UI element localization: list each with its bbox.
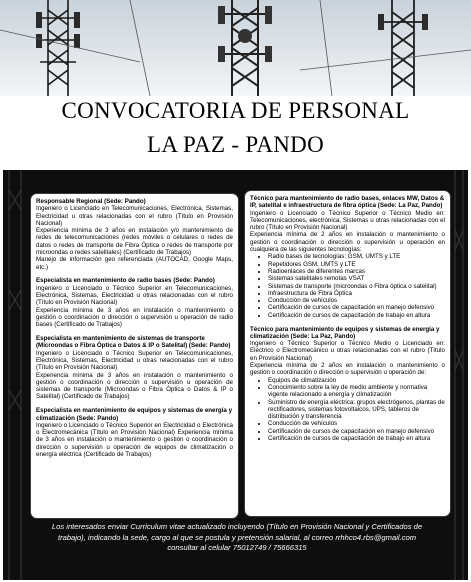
instructions-line-2 bbox=[17, 533, 457, 544]
position-requirements: Ingeniero o Técnico Superior o Técnico Medio o Licenciado en: Eléctrico o Electromecánico u otras relacionadas con el rubro (Título en Provisión Nacional) Experiencia mínima de 2 años en instalación o mantenimiento o gestión o coordinación o dirección o supervisión u operación de: bbox=[250, 340, 445, 377]
left-positions-card bbox=[30, 193, 239, 519]
list-item: • Infraestructura de Fibra Óptica bbox=[268, 290, 445, 297]
job-listings-panel bbox=[3, 170, 468, 580]
position-title: Técnico para mantenimiento de radio bases, enlaces MW, Datos & IP, satelital e infraestructura de fibra óptica (Sede: La Paz, Pando) bbox=[250, 195, 445, 210]
position-title: Especialista en mantenimiento de equipos y sistemas de energía y climatización (Sede: Pando) bbox=[36, 407, 233, 422]
list-item: • Certificación de cursos de capacitación en manejo defensivo bbox=[268, 428, 445, 435]
position-requirements: Ingeniero o Licenciado o Técnico Superior en Telecomunicaciones, Electrónica, Sistemas, Electricidad u otras relacionadas con el rubro (Título en Provisión Nacional) Experiencia mínima de 3 años en instalación o mantenimiento o gestión o coordinación o dirección o supervisión u operación de sistemas de transporte (Microondas o Fibra Óptica o Datos & IP o Satelital) (Certificado de Trabajos) bbox=[36, 349, 233, 401]
list-item: • Certificación de cursos de capacitación en manejo defensivo bbox=[268, 304, 445, 311]
position-regional-manager bbox=[36, 198, 233, 271]
contact-email-link[interactable]: rrhhco4.rbs@gmail.com bbox=[335, 532, 417, 542]
position-requirements: Ingeniero o Licenciado o Técnico Superior o Técnico Medio en: Telecomunicaciones, electrónica, Sistemas u otras relacionadas con el rubro (Título en Provisión Nacional) Experiencia mínima de 2 años en instalación o mantenimiento o gestión o coordinación o dirección o supervisión u operación en cualquiera de las siguientes tecnologías: bbox=[250, 209, 445, 254]
position-requirements: Ingeniero o Licenciado en Telecomunicaciones, Electrónica, Sistemas, Electricidad u otras relacionadas con el rubro (Título en Provisión Nacional) Experiencia mínima de 3 años en instalación y/o mantenimiento de redes de telecomunicaciones (redes móviles o celulares o redes de datos o redes de transporte de Fibra Óptica o redes de transporte por microondas o redes satelitales) (Certificado de Trabajos) Manejo de información geo referenciada (AUTOCAD, Google Maps, etc.) bbox=[36, 205, 233, 271]
page-subtitle-location: LA PAZ - PANDO bbox=[147, 132, 324, 157]
list-item: • Sistemas de transporte (microondas o Fibra óptica o satelital) bbox=[268, 283, 445, 290]
right-positions-card bbox=[244, 190, 451, 517]
position-requirements: Ingeniero o Licenciado o Técnico Superior en Electricidad o Electrónica o Electromecánica (Título en Provisión Nacional) Experiencia mínima de 3 años en instalación o mantenimiento o gestión o coordinación o dirección o supervisión u operación de equipos de climatización o energía eléctrica (Certificado de Trabajos) bbox=[36, 421, 233, 458]
application-instructions bbox=[17, 522, 457, 554]
header-antenna-image bbox=[0, 0, 471, 96]
list-item: • Radioenlaces de diferentes marcas bbox=[268, 268, 445, 275]
list-item: • Radio bases de tecnologías: GSM, UMTS y LTE bbox=[268, 253, 445, 260]
position-title: Especialista en mantenimiento de radio bases (Sede: Pando) bbox=[36, 277, 215, 285]
position-transport-systems-specialist bbox=[36, 335, 233, 401]
position-title: Responsable Regional (Sede: Pando) bbox=[36, 198, 146, 205]
position-energy-climate-technician bbox=[250, 326, 445, 443]
list-item: • Sistemas satelitales remotas VSAT bbox=[268, 275, 445, 282]
list-item: • Repetidores GSM, UMTS y LTE bbox=[268, 261, 445, 268]
position-title: Especialista en mantenimiento de sistemas de transporte (Microondas o Fibra Óptica o Datos & IP o Satelital) (Sede: Pando) bbox=[36, 335, 231, 350]
instructions-line-1: Los interesados enviar Curriculum vitae actualizado incluyendo (Título en Provisión Nacional y Certificados de bbox=[51, 522, 423, 531]
technology-list bbox=[250, 253, 445, 319]
list-item: • Certificación de cursos de capacitación de trabajo en altura bbox=[268, 312, 445, 319]
position-radio-base-technician bbox=[250, 195, 445, 319]
position-title: Técnico para mantenimiento de equipos y sistemas de energía y climatización (Sede: La Paz, Pando) bbox=[250, 325, 440, 340]
position-requirements: Ingeniero o Licenciado o Técnico Superior en Telecomunicaciones, Electrónica, Sistemas, Electricidad u otras relacionadas con el rubro (Título en Provisión Nacional) Experiencia mínima de 3 años en instalación o mantenimiento o gestión o coordinación o dirección o supervisión u operación de radio bases (Certificado de Trabajos) bbox=[36, 284, 233, 329]
list-item: • Conducción de vehículos bbox=[268, 420, 445, 427]
instructions-text: trabajo), indicando la sede, cargo al que se postula y pretensión salarial, al correo bbox=[57, 532, 334, 542]
list-item: • Conocimiento sobre la ley de medio ambiente y normativa vigente relacionado a energía y climatización bbox=[268, 384, 445, 399]
list-item: • Suministro de energía eléctrica: grupos electrógenos, plantas de rectificadores, sistemas fotovoltaicos, UPS, tableros de distribución y transferencia bbox=[268, 399, 445, 421]
position-radio-base-specialist bbox=[36, 277, 233, 328]
list-item: • Certificación de cursos de capacitación de trabajo en altura bbox=[268, 435, 445, 442]
instructions-line-3-phone: consultar al celular 75012749 / 75666315 bbox=[167, 543, 307, 552]
telecom-towers-illustration bbox=[0, 0, 471, 96]
list-item: • Equipos de climatización bbox=[268, 377, 445, 384]
page-title: CONVOCATORIA DE PERSONAL bbox=[61, 98, 410, 123]
position-energy-climate-specialist bbox=[36, 407, 233, 458]
equipment-list bbox=[250, 377, 445, 443]
list-item: • Conducción de vehículos bbox=[268, 297, 445, 304]
